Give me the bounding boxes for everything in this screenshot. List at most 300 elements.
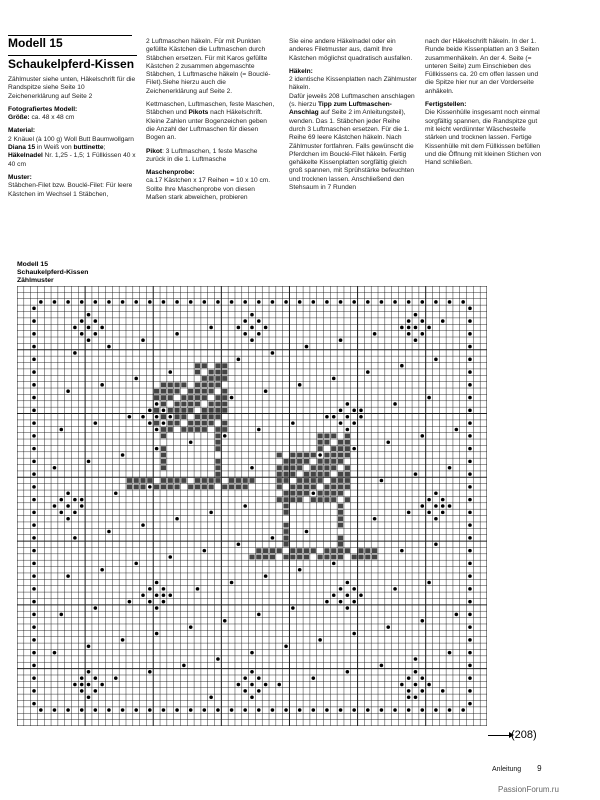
chart-check-cell xyxy=(127,484,132,489)
chart-dot-cell xyxy=(298,383,302,387)
chart-dot-cell xyxy=(155,606,159,610)
col3-para-1: Sie eine andere Häkelnadel oder ein anderes Filetmuster aus, damit Ihre Kästchen möglichst quadratisch ausfallen. xyxy=(289,38,413,62)
chart-check-cell xyxy=(222,421,227,426)
chart-dot-cell xyxy=(87,670,91,674)
chart-check-cell xyxy=(318,459,323,464)
chart-dot-cell xyxy=(421,504,425,508)
chart-check-cell xyxy=(161,453,166,458)
chart-check-cell xyxy=(215,376,220,381)
chart-dot-cell xyxy=(414,670,418,674)
chart-dot-cell xyxy=(80,689,84,693)
chart-dot-cell xyxy=(59,498,63,502)
chart-check-cell xyxy=(297,459,302,464)
chart-dot-cell xyxy=(264,326,268,330)
chart-dot-cell xyxy=(468,447,472,451)
chart-dot-cell xyxy=(366,708,370,712)
chart-dot-cell xyxy=(298,708,302,712)
chart-check-cell xyxy=(202,414,207,419)
chart-dot-cell xyxy=(100,326,104,330)
chart-dot-cell xyxy=(386,625,390,629)
chart-dot-cell xyxy=(468,409,472,413)
chart-check-cell xyxy=(304,453,309,458)
chart-dot-cell xyxy=(162,421,166,425)
chart-dot-cell xyxy=(148,485,152,489)
chart-check-cell xyxy=(147,478,152,483)
chart-dot-cell xyxy=(59,511,63,515)
chart-dot-cell xyxy=(284,645,288,649)
chart-check-cell xyxy=(188,484,193,489)
chart-dot-cell xyxy=(32,574,36,578)
chart-check-cell xyxy=(209,376,214,381)
col2-para-2: Kettmaschen, Luftmaschen, feste Maschen, Stäbchen und Pikots nach Häkelschrift. Kleine Zahlen unter Bogenzeichen geben die Anzahl der Luftmaschen für diesen Bogen an. xyxy=(146,101,275,142)
chart-check-cell xyxy=(318,491,323,496)
chart-dot-cell xyxy=(148,708,152,712)
chart-check-cell xyxy=(331,478,336,483)
chart-dot-cell xyxy=(277,683,281,687)
chart-dot-cell xyxy=(468,307,472,311)
chart-check-cell xyxy=(263,548,268,553)
chart-check-cell xyxy=(352,555,357,560)
chart-check-cell xyxy=(277,497,282,502)
chart-check-cell xyxy=(161,427,166,432)
chart-dot-cell xyxy=(94,606,98,610)
chart-dot-cell xyxy=(94,676,98,680)
chart-dot-cell xyxy=(421,708,425,712)
chart-dot-cell xyxy=(264,574,268,578)
chart-dot-cell xyxy=(32,613,36,617)
chart-check-cell xyxy=(181,478,186,483)
chart-check-cell xyxy=(338,446,343,451)
chart-check-cell xyxy=(181,382,186,387)
chart-dot-cell xyxy=(237,683,241,687)
chart-check-cell xyxy=(297,555,302,560)
chart-dot-cell xyxy=(32,536,36,540)
chart-check-cell xyxy=(290,459,295,464)
chart-check-cell xyxy=(229,478,234,483)
chart-dot-cell xyxy=(441,689,445,693)
chart-check-cell xyxy=(345,440,350,445)
chart-dot-cell xyxy=(400,549,404,553)
chart-check-cell xyxy=(243,478,248,483)
chart-check-cell xyxy=(324,472,329,477)
chart-dot-cell xyxy=(380,479,384,483)
chart-dot-cell xyxy=(155,581,159,585)
chart-check-cell xyxy=(277,548,282,553)
chart-check-cell xyxy=(195,484,200,489)
chart-dot-cell xyxy=(257,676,261,680)
chart-dot-cell xyxy=(121,453,125,457)
chart-dot-cell xyxy=(407,696,411,700)
chart-dot-cell xyxy=(32,370,36,374)
chart-dot-cell xyxy=(59,613,63,617)
chart-check-cell xyxy=(195,421,200,426)
chart-dot-cell xyxy=(39,708,43,712)
chart-dot-cell xyxy=(318,638,322,642)
chart-check-cell xyxy=(345,478,350,483)
chart-check-cell xyxy=(134,478,139,483)
chart-check-cell xyxy=(338,440,343,445)
chart-dot-cell xyxy=(230,708,234,712)
chart-dot-cell xyxy=(250,651,254,655)
chart-check-cell xyxy=(249,478,254,483)
chart-check-cell xyxy=(209,414,214,419)
chart-dot-cell xyxy=(32,358,36,362)
chart-dot-cell xyxy=(257,319,261,323)
chart-dot-cell xyxy=(421,676,425,680)
chart-dot-cell xyxy=(107,345,111,349)
chart-dot-cell xyxy=(468,574,472,578)
chart-dot-cell xyxy=(237,326,241,330)
chart-check-cell xyxy=(338,472,343,477)
chart-dot-cell xyxy=(175,300,179,304)
chart-check-cell xyxy=(297,484,302,489)
chart-check-cell xyxy=(195,363,200,368)
chart-check-cell xyxy=(324,453,329,458)
chart-check-cell xyxy=(345,446,350,451)
chart-check-cell xyxy=(283,510,288,515)
chart-dot-cell xyxy=(243,332,247,336)
chart-dot-cell xyxy=(73,326,77,330)
chart-dot-cell xyxy=(332,415,336,419)
size-value: ca. 48 x 48 cm xyxy=(29,114,75,122)
chart-dot-cell xyxy=(73,511,77,515)
chart-dot-cell xyxy=(155,415,159,419)
chart-check-cell xyxy=(263,555,268,560)
chart-dot-cell xyxy=(80,498,84,502)
chart-check-cell xyxy=(324,555,329,560)
chart-dot-cell xyxy=(441,511,445,515)
chart-dot-cell xyxy=(32,460,36,464)
chart-dot-cell xyxy=(53,300,57,304)
chart-dot-cell xyxy=(203,549,207,553)
chart-dot-cell xyxy=(407,708,411,712)
chart-check-cell xyxy=(283,478,288,483)
chart-dot-cell xyxy=(468,562,472,566)
chart-dot-cell xyxy=(421,619,425,623)
chart-dot-cell xyxy=(87,645,91,649)
chart-check-cell xyxy=(161,395,166,400)
chart-check-cell xyxy=(324,497,329,502)
muster-block xyxy=(8,174,137,199)
chart-check-cell xyxy=(174,408,179,413)
chart-check-cell xyxy=(154,421,159,426)
chart-dot-cell xyxy=(223,434,227,438)
chart-dot-cell xyxy=(434,491,438,495)
chart-dot-cell xyxy=(271,536,275,540)
chart-dot-cell xyxy=(400,364,404,368)
chart-dot-cell xyxy=(352,300,356,304)
chart-dot-cell xyxy=(243,504,247,508)
chart-dot-cell xyxy=(155,428,159,432)
chart-dot-cell xyxy=(380,708,384,712)
chart-dot-cell xyxy=(32,702,36,706)
chart-check-cell xyxy=(215,465,220,470)
chart-check-cell xyxy=(290,465,295,470)
chart-check-cell xyxy=(134,484,139,489)
chart-dot-cell xyxy=(468,689,472,693)
chart-check-cell xyxy=(188,395,193,400)
chart-check-cell xyxy=(304,459,309,464)
chart-check-cell xyxy=(283,465,288,470)
chart-check-cell xyxy=(331,446,336,451)
chart-dot-cell xyxy=(448,651,452,655)
chart-dot-cell xyxy=(168,593,172,597)
chart-check-cell xyxy=(195,370,200,375)
chart-check-cell xyxy=(222,402,227,407)
chart-check-cell xyxy=(215,433,220,438)
chart-dot-cell xyxy=(162,593,166,597)
chart-dot-cell xyxy=(32,472,36,476)
chart-check-cell xyxy=(277,465,282,470)
chart-dot-cell xyxy=(148,409,152,413)
chart-check-cell xyxy=(215,382,220,387)
filet-chart xyxy=(17,286,487,726)
chart-check-cell xyxy=(277,478,282,483)
chart-check-cell xyxy=(277,484,282,489)
arrow-icon xyxy=(488,735,510,736)
chart-dot-cell xyxy=(284,300,288,304)
chart-dot-cell xyxy=(448,300,452,304)
chart-dot-cell xyxy=(237,358,241,362)
chart-dot-cell xyxy=(107,530,111,534)
chart-check-cell xyxy=(331,491,336,496)
chart-check-cell xyxy=(345,484,350,489)
chart-dot-cell xyxy=(73,536,77,540)
chart-check-cell xyxy=(283,491,288,496)
chart-check-cell xyxy=(174,389,179,394)
chart-check-cell xyxy=(318,440,323,445)
chart-dot-cell xyxy=(87,313,91,317)
chart-check-cell xyxy=(297,453,302,458)
chart-dot-cell xyxy=(271,351,275,355)
chart-check-cell xyxy=(311,453,316,458)
chart-dot-cell xyxy=(421,300,425,304)
chart-check-cell xyxy=(304,472,309,477)
chart-check-cell xyxy=(338,504,343,509)
chart-dot-cell xyxy=(325,600,329,604)
chart-dot-cell xyxy=(468,625,472,629)
chart-dot-cell xyxy=(468,370,472,374)
chart-check-cell xyxy=(297,548,302,553)
chart-check-cell xyxy=(222,376,227,381)
chart-dot-cell xyxy=(468,600,472,604)
chart-check-cell xyxy=(365,548,370,553)
chart-check-cell xyxy=(174,421,179,426)
chart-check-cell xyxy=(229,484,234,489)
chart-dot-cell xyxy=(162,409,166,413)
chart-check-cell xyxy=(215,370,220,375)
chart-check-cell xyxy=(202,363,207,368)
chart-check-cell xyxy=(290,484,295,489)
haekeln-block: Häkeln: 2 identische Kissenplatten nach Zählmuster häkeln. Dafür jeweils 208 Luftmaschen anschlagen (s. hierzu Tipp zum Luftmaschen-Anschlag auf Seite 2 im Anleitungsteil), wenden. Das 1. Stäbchen jeder Reihe durch 3 Luftmaschen ersetzen. Für die 1. Reihe 69 leere Kästchen häkeln. Nach Zählmuster fortfahren. Falls gewünscht die Pferdchen im Bouclé-Filet häkeln. Fertig gehäkelte Kissenplatten sorgfältig gleich groß spannen, mit Sprühstärke befeuchten und trocknen lassen. Anschließend den Stehsaum in 7 Runden xyxy=(289,67,417,192)
intro-text: Zählmuster siehe unten, Häkelschrift für die Randspitze siehe Seite 10 Zeichenerklärung auf Seite 2 xyxy=(8,76,136,100)
chart-check-cell xyxy=(236,484,241,489)
chart-dot-cell xyxy=(257,708,261,712)
chart-check-cell xyxy=(215,408,220,413)
chart-dot-cell xyxy=(414,313,418,317)
chart-dot-cell xyxy=(414,472,418,476)
chart-dot-cell xyxy=(407,326,411,330)
chart-check-cell xyxy=(331,548,336,553)
chart-check-cell xyxy=(283,542,288,547)
chart-dot-cell xyxy=(468,638,472,642)
page-footer xyxy=(492,764,542,773)
chart-check-cell xyxy=(338,548,343,553)
probe-block: Maschenprobe: ca.17 Kästchen x 17 Reihen = 10 x 10 cm. Sollte Ihre Maschenprobe von diesen Maßen stark abweichen, probieren xyxy=(146,169,275,202)
chart-dot-cell xyxy=(216,708,220,712)
chart-check-cell xyxy=(365,555,370,560)
chart-dot-cell xyxy=(346,428,350,432)
chart-dot-cell xyxy=(352,600,356,604)
col4-para-1: nach der Häkelschrift häkeln. In der 1. Runde beide Kissenplatten an 3 Seiten zusammenhäkeln. An der 4. Seite (= unteren Seite) zum Einschieben des Füllkissens ca. 20 cm offen lassen und die Spitze hier nur an der Vorderseite anhäkeln. xyxy=(425,38,540,95)
chart-dot-cell xyxy=(427,683,431,687)
chart-check-cell xyxy=(222,408,227,413)
chart-check-cell xyxy=(304,548,309,553)
chart-dot-cell xyxy=(468,587,472,591)
chart-check-cell xyxy=(202,389,207,394)
chart-dot-cell xyxy=(312,491,316,495)
chart-dot-cell xyxy=(162,600,166,604)
chart-check-cell xyxy=(290,555,295,560)
chart-dot-cell xyxy=(421,689,425,693)
chart-dot-cell xyxy=(250,313,254,317)
chart-dot-cell xyxy=(148,670,152,674)
chart-dot-cell xyxy=(339,338,343,342)
chart-dot-cell xyxy=(393,300,397,304)
chart-dot-cell xyxy=(427,396,431,400)
chart-check-cell xyxy=(161,433,166,438)
chart-dot-cell xyxy=(421,319,425,323)
chart-dot-cell xyxy=(230,300,234,304)
chart-check-cell xyxy=(345,497,350,502)
chart-check-cell xyxy=(168,484,173,489)
chart-check-cell xyxy=(161,389,166,394)
chart-dot-cell xyxy=(373,332,377,336)
chart-check-cell xyxy=(331,465,336,470)
chart-dot-cell xyxy=(468,319,472,323)
chart-dot-cell xyxy=(32,396,36,400)
chart-dot-cell xyxy=(468,651,472,655)
chart-dot-cell xyxy=(66,491,70,495)
chart-dot-cell xyxy=(121,708,125,712)
chart-check-cell xyxy=(283,504,288,509)
chart-dot-cell xyxy=(209,696,213,700)
chart-dot-cell xyxy=(468,498,472,502)
chart-dot-cell xyxy=(203,708,207,712)
chart-dot-cell xyxy=(386,440,390,444)
chart-check-cell xyxy=(304,484,309,489)
chart-check-cell xyxy=(297,491,302,496)
chart-dot-cell xyxy=(80,332,84,336)
chart-dot-cell xyxy=(196,587,200,591)
chart-check-cell xyxy=(338,535,343,540)
chart-dot-cell xyxy=(318,453,322,457)
col2-para-1: 2 Luftmaschen häkeln. Für mit Punkten gefüllte Kästchen die Luftmaschen durch Stäbchen ersetzen. Für mit Karos gefüllte Kästchen 2 zusammen abgemaschte Stäbchen, 1 Luftmasche häkeln (= Bouclé-Filet).Siehe hierzu auch die Zeichenerklärung auf Seite 2. xyxy=(146,38,271,95)
chart-dot-cell xyxy=(175,517,179,521)
chart-check-cell xyxy=(318,478,323,483)
chart-dot-cell xyxy=(148,421,152,425)
chart-dot-cell xyxy=(141,523,145,527)
chart-check-cell xyxy=(290,472,295,477)
chart-dot-cell xyxy=(32,511,36,515)
chart-check-cell xyxy=(290,453,295,458)
chart-dot-cell xyxy=(346,402,350,406)
chart-dot-cell xyxy=(298,300,302,304)
chart-dot-cell xyxy=(305,345,309,349)
chart-check-cell xyxy=(331,497,336,502)
material-block: Material: 2 Knäuel (à 100 g) Woll Butt Baumwollgarn Diana 15 in Weiß von buttinette; Häkelnadel Nr. 1,25 - 1,5; 1 Füllkissen 40 x 40 cm xyxy=(8,127,136,168)
chart-dot-cell xyxy=(80,683,84,687)
chart-dot-cell xyxy=(434,517,438,521)
chart-dot-cell xyxy=(80,319,84,323)
chart-check-cell xyxy=(324,465,329,470)
chart-dot-cell xyxy=(134,708,138,712)
chart-dot-cell xyxy=(264,683,268,687)
chart-dot-cell xyxy=(141,415,145,419)
chart-dot-cell xyxy=(94,300,98,304)
chart-dot-cell xyxy=(407,332,411,336)
chart-dot-cell xyxy=(298,568,302,572)
chart-dot-cell xyxy=(468,485,472,489)
chart-dot-cell xyxy=(312,300,316,304)
chart-check-cell xyxy=(283,555,288,560)
chart-check-cell xyxy=(140,478,145,483)
chart-dot-cell xyxy=(121,638,125,642)
chart-check-cell xyxy=(338,555,343,560)
footer-section: Anleitung xyxy=(492,766,522,773)
muster-text: Stäbchen-Filet bzw. Bouclé-Filet: Für leere Kästchen im Wechsel 1 Stäbchen, xyxy=(8,182,133,198)
chart-dot-cell xyxy=(128,600,132,604)
chart-check-cell xyxy=(215,472,220,477)
chart-dot-cell xyxy=(359,409,363,413)
chart-dot-cell xyxy=(189,708,193,712)
chart-dot-cell xyxy=(352,587,356,591)
chart-dot-cell xyxy=(32,319,36,323)
chart-dot-cell xyxy=(203,300,207,304)
chart-dot-cell xyxy=(434,300,438,304)
chart-check-cell xyxy=(161,465,166,470)
chart-check-cell xyxy=(161,446,166,451)
chart-check-cell xyxy=(283,497,288,502)
chart-check-cell xyxy=(168,408,173,413)
chart-dot-cell xyxy=(243,676,247,680)
chart-dot-cell xyxy=(32,332,36,336)
chart-dot-cell xyxy=(468,549,472,553)
chart-check-cell xyxy=(331,433,336,438)
chart-dot-cell xyxy=(373,517,377,521)
chart-check-cell xyxy=(140,484,145,489)
chart-dot-cell xyxy=(414,338,418,342)
chart-dot-cell xyxy=(32,345,36,349)
chart-check-cell xyxy=(290,491,295,496)
chart-dot-cell xyxy=(346,581,350,585)
chart-dot-cell xyxy=(39,300,43,304)
chart-check-cell xyxy=(209,382,214,387)
chart-dot-cell xyxy=(32,523,36,527)
chart-dot-cell xyxy=(53,708,57,712)
chart-dot-cell xyxy=(407,689,411,693)
chart-check-cell xyxy=(331,555,336,560)
chart-check-cell xyxy=(338,542,343,547)
chart-dot-cell xyxy=(134,377,138,381)
chart-check-cell xyxy=(195,395,200,400)
chart-dot-cell xyxy=(32,651,36,655)
chart-dot-cell xyxy=(243,708,247,712)
chart-dot-cell xyxy=(434,358,438,362)
chart-check-cell xyxy=(338,523,343,528)
chart-dot-cell xyxy=(421,434,425,438)
chart-dot-cell xyxy=(468,396,472,400)
